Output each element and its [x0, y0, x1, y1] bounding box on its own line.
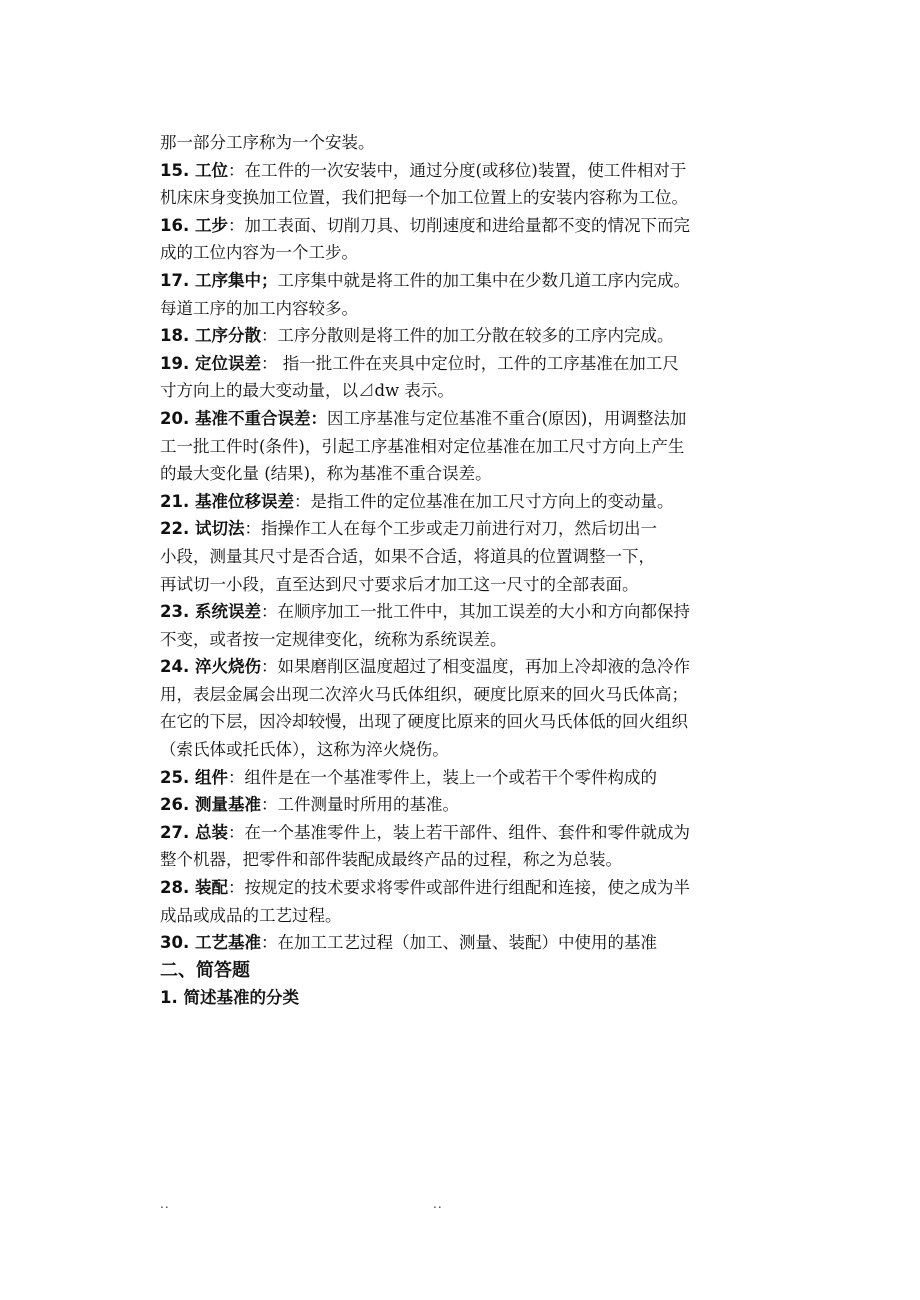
definition-text: 的最大变化量 (结果)，称为基准不重合误差。 [160, 464, 492, 484]
text-line [160, 267, 770, 295]
text-line [160, 433, 770, 461]
text-line [160, 598, 770, 626]
definition-text: 因工序基准与定位基准不重合(原因)，用调整法加 [326, 408, 687, 428]
definition-text: 小段，测量其尺寸是否合适，如果不合适，将道具的位置调整一下， [160, 546, 655, 566]
text-line [160, 405, 770, 433]
definition-text: ： 指一批工件在夹具中定位时，工件的工序基准在加工尺 [260, 353, 679, 373]
footer-mark-left: .. [160, 1197, 170, 1211]
text-line [160, 239, 770, 267]
definition-text: 寸方向上的最大变动量，以⊿dw 表示。 [160, 381, 454, 401]
definition-text: ：工序分散则是将工件的加工分散在较多的工序内完成。 [260, 326, 674, 346]
term-label: 22. 试切法 [160, 519, 245, 539]
definition-text: ：在工件的一次安装中，通过分度(或移位)装置，使工件相对于 [227, 160, 687, 180]
definition-text: 在它的下层，因冷却较慢，出现了硬度比原来的回火马氏体低的回火组织 [160, 712, 688, 732]
text-line [160, 846, 770, 874]
section-heading: 二、简答题 [160, 959, 250, 981]
definition-text: ：如果磨削区温度超过了相变温度，再加上冷却液的急冷作 [260, 657, 690, 677]
term-label: 19. 定位误差 [160, 353, 261, 373]
text-line [160, 295, 770, 323]
term-label: 16. 工步 [160, 215, 228, 235]
text-line [160, 184, 770, 212]
definition-text: （索氏体或托氏体），这称为淬火烧伤。 [160, 740, 449, 760]
text-line [160, 460, 770, 488]
definition-text: 成的工位内容为一个工步。 [160, 243, 358, 263]
text-line [160, 543, 770, 571]
text-line [160, 681, 770, 709]
text-line [160, 653, 770, 681]
term-label: 20. 基准不重合误差： [160, 408, 327, 428]
definition-text: 再试切一小段，直至达到尺寸要求后才加工这一尺寸的全部表面。 [160, 574, 639, 594]
text-line [160, 212, 770, 240]
definition-text: 整个机器，把零件和部件装配成最终产品的过程，称之为总装。 [160, 850, 622, 870]
definition-text: ：按规定的技术要求将零件或部件进行组配和连接，使之成为半 [227, 878, 690, 898]
definition-text: ：工件测量时所用的基准。 [260, 795, 459, 815]
term-label: 25. 组件 [160, 767, 228, 787]
definition-text: ：在加工工艺过程（加工、测量、装配）中使用的基准 [260, 933, 657, 953]
term-label: 30. 工艺基准 [160, 933, 261, 953]
text-line [160, 129, 770, 157]
text-line [160, 157, 770, 185]
definition-text: 每道工序的加工内容较多。 [160, 298, 358, 318]
text-line [160, 764, 770, 792]
text-line [160, 571, 770, 599]
definition-text: 不变，或者按一定规律变化，统称为系统误差。 [160, 629, 507, 649]
term-label: 18. 工序分散 [160, 326, 261, 346]
text-line [160, 626, 770, 654]
text-line [160, 322, 770, 350]
definition-text: ：加工表面、切削刀具、切削速度和进给量都不变的情况下而完 [227, 215, 690, 235]
definition-text: 工一批工件时(条件)，引起工序基准相对定位基准在加工尺寸方向上产生 [160, 436, 685, 456]
definition-text: 成品或成品的工艺过程。 [160, 905, 342, 925]
term-label: 24. 淬火烧伤 [160, 657, 261, 677]
definition-text: ：组件是在一个基准零件上，装上一个或若干个零件构成的 [227, 767, 657, 787]
text-line [160, 377, 770, 405]
footer-mark-right: .. [433, 1197, 443, 1211]
definition-text: 工序集中就是将工件的加工集中在少数几道工序内完成。 [277, 270, 690, 290]
text-line [160, 874, 770, 902]
text-line [160, 488, 770, 516]
text-line [160, 902, 770, 930]
question-heading: 1. 简述基准的分类 [160, 988, 299, 1008]
definition-text: 用，表层金属会出现二次淬火马氏体组织，硬度比原来的回火马氏体高； [160, 684, 688, 704]
term-label: 26. 测量基准 [160, 795, 261, 815]
definition-text: ：在一个基准零件上，装上若干部件、组件、套件和零件就成为 [227, 822, 690, 842]
term-label: 17. 工序集中； [160, 270, 278, 290]
text-line [160, 736, 770, 764]
term-label: 15. 工位 [160, 160, 228, 180]
term-label: 27. 总装 [160, 822, 228, 842]
text-line [160, 708, 770, 736]
document-body [160, 129, 770, 1012]
definition-list [160, 129, 770, 957]
definition-text: ：指操作工人在每个工步或走刀前进行对刀，然后切出一 [244, 519, 657, 539]
text-line [160, 791, 770, 819]
definition-text: 机床床身变换加工位置，我们把每一个加工位置上的安装内容称为工位。 [160, 188, 688, 208]
text-line [160, 350, 770, 378]
definition-text: ：在顺序加工一批工件中，其加工误差的大小和方向都保持 [260, 602, 690, 622]
definition-text: ：是指工件的定位基准在加工尺寸方向上的变动量。 [293, 491, 674, 511]
text-line [160, 819, 770, 847]
text-line [160, 929, 770, 957]
text-line [160, 515, 770, 543]
term-label: 28. 装配 [160, 878, 228, 898]
term-label: 23. 系统误差 [160, 602, 261, 622]
term-label: 21. 基准位移误差 [160, 491, 294, 511]
definition-text: 那一部分工序称为一个安装。 [160, 133, 375, 152]
